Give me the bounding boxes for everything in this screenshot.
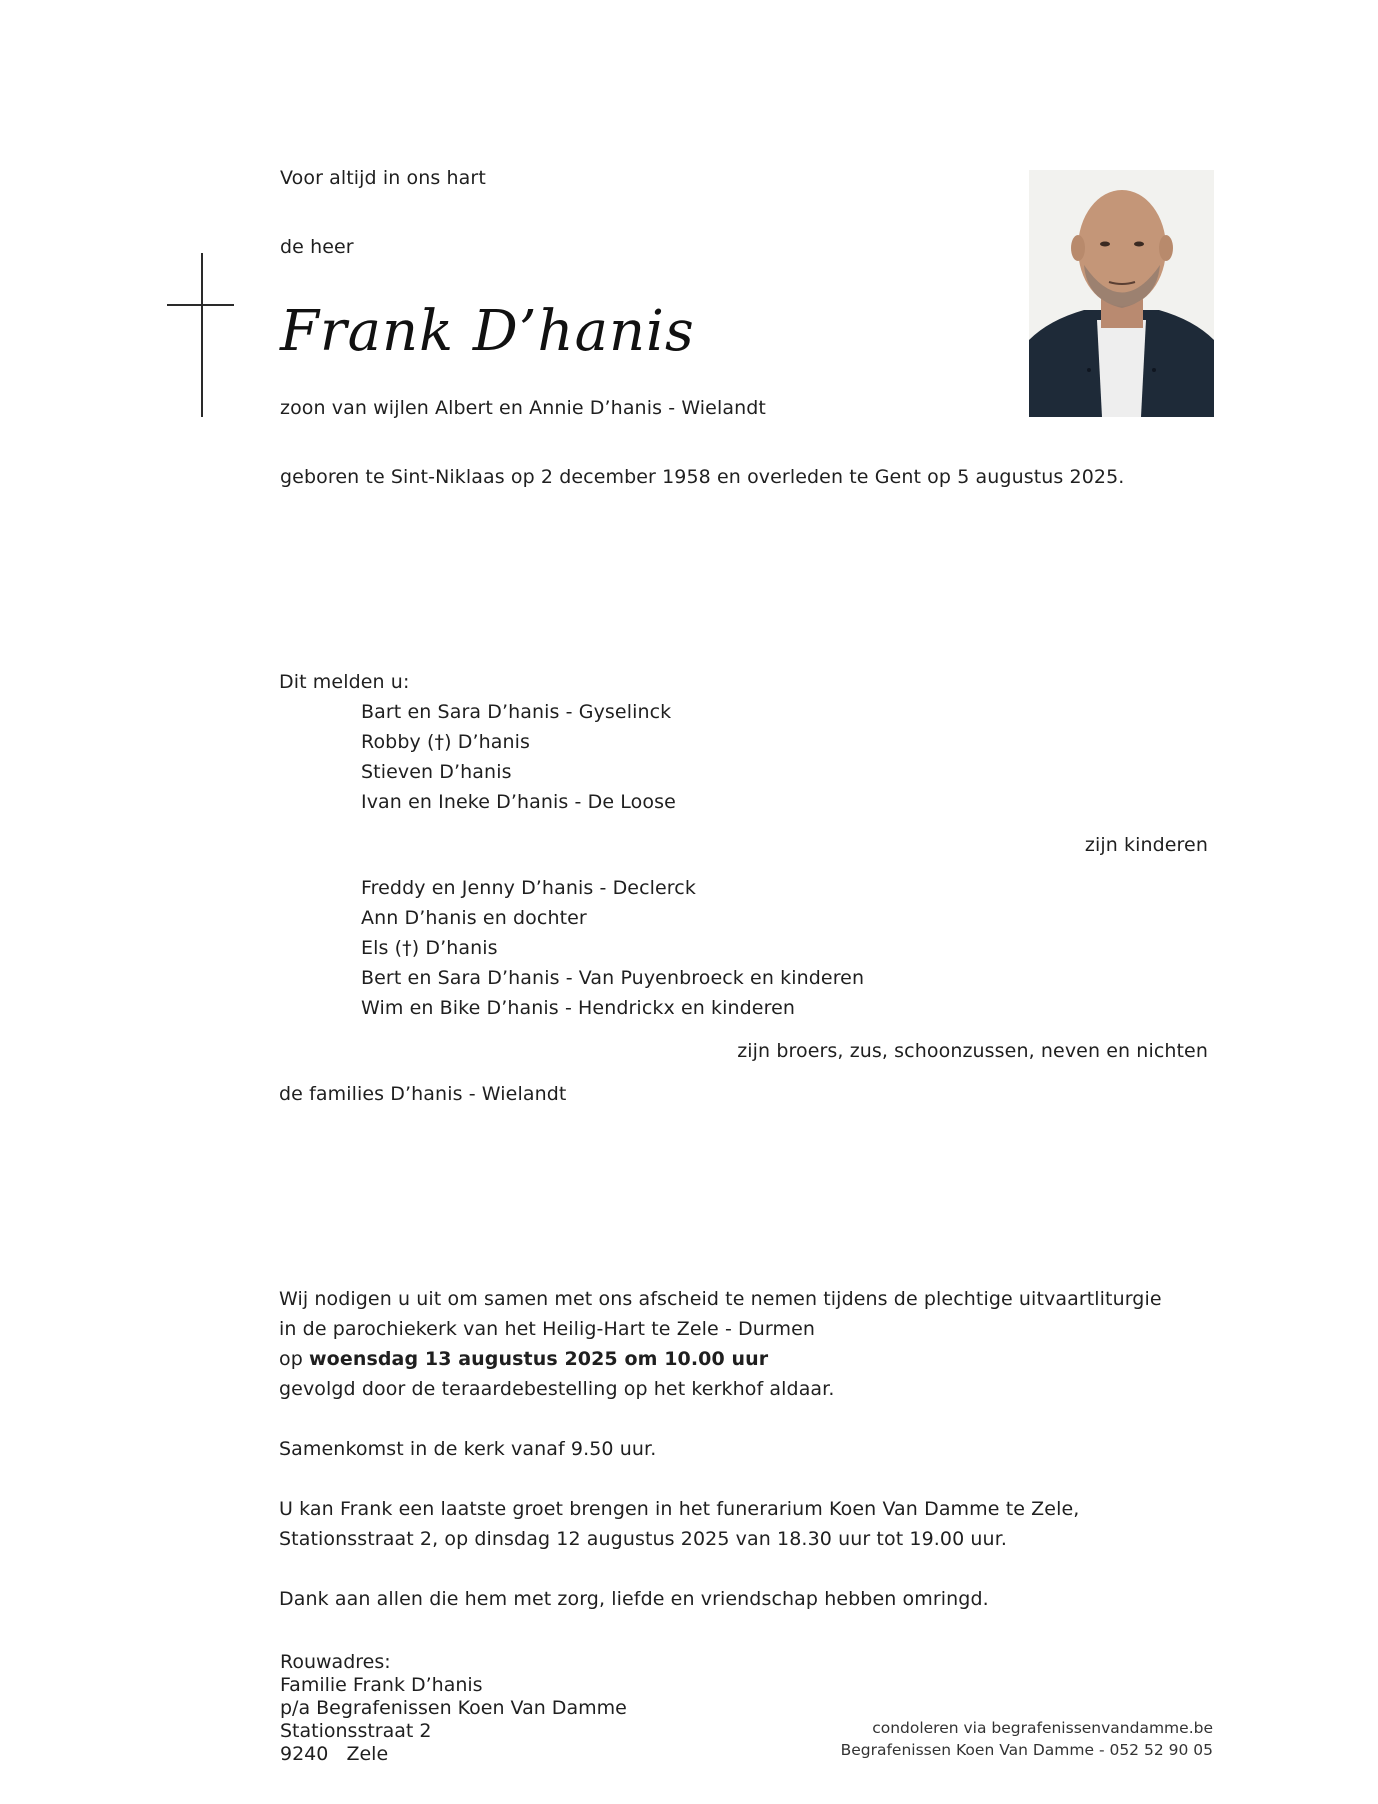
company-contact: Begrafenissen Koen Van Damme - 052 52 90 05: [840, 1741, 1213, 1759]
families-line: de families D’hanis - Wielandt: [279, 1083, 567, 1105]
list-item: Freddy en Jenny D’hanis - Declerck: [361, 877, 696, 899]
gathering-line: Samenkomst in de kerk vanaf 9.50 uur.: [279, 1438, 657, 1460]
ceremony-line: in de parochiekerk van het Heilig-Hart te Zele - Durmen: [279, 1318, 816, 1340]
address-line: p/a Begrafenissen Koen Van Damme: [280, 1697, 627, 1719]
ceremony-date: woensdag 13 augustus 2025 om 10.00 uur: [309, 1348, 769, 1370]
list-item: Bert en Sara D’hanis - Van Puyenbroeck en kinderen: [361, 967, 865, 989]
parents-line: zoon van wijlen Albert en Annie D’hanis - Wielandt: [280, 397, 766, 419]
birth-death-line: geboren te Sint-Niklaas op 2 december 1958 en overleden te Gent op 5 augustus 2025.: [280, 466, 1125, 488]
siblings-label: zijn broers, zus, schoonzussen, neven en nichten: [737, 1040, 1208, 1062]
list-item: Wim en Bike D’hanis - Hendrickx en kinderen: [361, 997, 796, 1019]
address-label: Rouwadres:: [280, 1651, 391, 1673]
deceased-name: Frank D’hanis: [280, 299, 695, 364]
children-label: zijn kinderen: [1084, 834, 1208, 856]
ceremony-line: gevolgd door de teraardebestelling op het kerkhof aldaar.: [279, 1378, 835, 1400]
ceremony-date-prefix: op: [279, 1348, 310, 1370]
list-item: Stieven D’hanis: [361, 761, 512, 783]
address-line: Stationsstraat 2: [280, 1720, 432, 1742]
portrait-photo: [1029, 170, 1214, 417]
list-item: Robby (†) D’hanis: [361, 731, 531, 753]
announcement-intro: Dit melden u:: [279, 671, 410, 693]
visit-line: U kan Frank een laatste groet brengen in het funerarium Koen Van Damme te Zele,: [279, 1498, 1080, 1520]
list-item: Ann D’hanis en dochter: [361, 907, 587, 929]
list-item: Els (†) D’hanis: [361, 937, 498, 959]
ceremony-date-line: [279, 1348, 768, 1370]
visit-line: Stationsstraat 2, op dinsdag 12 augustus 2025 van 18.30 uur tot 19.00 uur.: [279, 1528, 1008, 1550]
honorific: de heer: [280, 236, 354, 258]
address-line: Familie Frank D’hanis: [280, 1674, 483, 1696]
condolence-link[interactable]: condoleren via begrafenissenvandamme.be: [872, 1719, 1213, 1737]
ceremony-line: Wij nodigen u uit om samen met ons afscheid te nemen tijdens de plechtige uitvaartliturgie: [279, 1288, 1162, 1310]
list-item: Bart en Sara D’hanis - Gyselinck: [361, 701, 672, 723]
list-item: Ivan en Ineke D’hanis - De Loose: [361, 791, 676, 813]
motto: Voor altijd in ons hart: [280, 167, 486, 189]
thanks-line: Dank aan allen die hem met zorg, liefde en vriendschap hebben omringd.: [279, 1588, 989, 1610]
address-line: 9240 Zele: [280, 1743, 389, 1765]
